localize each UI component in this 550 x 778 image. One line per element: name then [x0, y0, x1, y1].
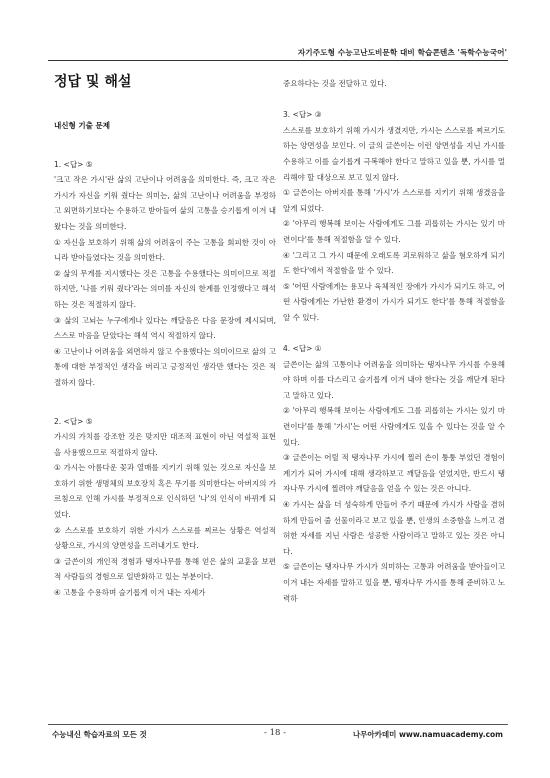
- question-4-option-4: ④ 가시는 삶을 더 성숙하게 만들어 주기 때문에 가시가 사람을 겸허하게 만들어 줄 선물이라고 보고 있을 뿐, 인생의 소중함을 느끼고 겸허한 자세를 지닌 사람은 성공한 사람이라고 말하고 있는 것은 아니다.: [283, 500, 505, 556]
- question-3-option-1: ① 글쓴이는 아버지를 통해 '가시'가 스스로를 지키기 위해 생겼음을 알게 되었다.: [283, 188, 505, 213]
- question-4-answer: 4. <답> ①: [283, 344, 322, 354]
- question-2-option-4: ④ 고통을 수용하며 슬기롭게 이겨 내는 자세가: [54, 588, 206, 598]
- question-2-option-3: ③ 글쓴이의 개인적 경험과 탱자나무를 통해 얻은 삶의 교훈을 보편적 사람들의 경험으로 일반화하고 있는 부분이다.: [54, 556, 276, 582]
- question-2-option-2: ② 스스로를 보호하기 위한 가시가 스스로를 찌르는 상황은 역설적 상황으로, 가시의 양면성을 드러내기도 한다.: [54, 525, 276, 551]
- question-3-option-4: ④ '그리고 그 가시 때문에 오래도록 괴로워하고 삶을 혐오하게 되기도 한다'에서 적절함을 알 수 있다.: [283, 250, 505, 276]
- page-title: 정답 및 해설: [54, 74, 132, 90]
- footer-publisher: 나무아카데미 www.namuacademy.com: [352, 730, 503, 739]
- spacer: [283, 326, 505, 342]
- question-1-option-1: ① 자신을 보호하기 위해 삶의 어려움이 주는 고통을 회피한 것이 아니라 받아들였다는 것을 의미한다.: [54, 237, 276, 263]
- question-4-option-2: ② '아무리 행복해 보이는 사람에게도 그를 괴롭히는 가시는 있기 마련이다'를 통해 '가시'는 어떤 사람에게도 있을 수 있다는 것을 알 수 있다.: [283, 406, 505, 447]
- question-1-option-3: ③ 삶의 고뇌는 누구에게나 있다는 깨달음은 다음 문장에 제시되며, 스스로 마음을 닫았다는 해석 역시 적절하지 않다.: [54, 315, 276, 341]
- question-2-explanation: 가시의 가치를 강조한 것은 맞지만 대조적 표현이 아닌 역설적 표현을 사용했으므로 적절하지 않다.: [54, 432, 276, 457]
- section-heading: 내신형 기출 문제: [54, 121, 110, 130]
- header-divider: [48, 60, 508, 61]
- footer-divider: [48, 724, 508, 725]
- question-4-option-3: ③ 글쓴이는 어릴 적 탱자나무 가시에 찔러 손이 퉁퉁 부었던 경험이 계기가 되어 가시에 대해 생각하보고 깨달음을 얻었지만, 반드시 탱자나무 가시에 찔려야 깨달음을 얻을 수 있는 것은 아니다.: [283, 453, 505, 494]
- page-number: - 18 -: [264, 728, 286, 738]
- spacer: [54, 391, 276, 414]
- question-1-option-2: ② 삶의 무게를 지시했다는 것은 고통을 수용했다는 의미이므로 적절하지만, '나를 키워 줬다'라는 의미를 자신의 한계를 인정했다고 해석하는 것은 적절하지 않다.: [54, 268, 276, 309]
- question-1-answer: 1. <답> ⑤: [54, 159, 93, 169]
- right-column: [283, 76, 505, 606]
- question-3-answer: 3. <답> ③: [283, 110, 322, 120]
- footer-tagline: 수능내신 학습자료의 모든 것: [52, 730, 147, 739]
- question-2-option-4-continued: 중요하다는 것을 전달하고 있다.: [283, 79, 387, 88]
- question-1-explanation: '크고 작은 가시'란 삶의 고난이나 어려움을 의미한다. 즉, 크고 작은 가시가 자신을 키워 줬다는 의미는, 삶의 고난이나 어려움을 부정하고 외면하기보다는 수용하고 받아들여 삶의 고통을 승기롭게 이겨 내 왔다는 것을 의미한다.: [54, 175, 276, 231]
- question-3-option-2: ② '아무리 행복해 보이는 사람에게도 그를 괴롭히는 가시는 있기 마련이다'를 통해 적절함을 알 수 있다.: [283, 219, 505, 244]
- question-1-option-4: ④ 고난이나 어려움을 외면하지 않고 수용했다는 의미이므로 삶의 고통에 대한 부정적인 생각을 버리고 긍정적인 생각만 했다는 것은 적절하지 않다.: [54, 346, 276, 387]
- question-3-option-5: ⑤ '어떤 사람에게는 용모나 육체적인 장애가 가시가 되기도 하고, 어떤 사람에게는 가난한 환경이 가시가 되기도 한다'를 통해 적절함을 알 수 있다.: [283, 281, 505, 322]
- header-series-title: 자기주도형 수능고난도비문학 대비 학습콘텐츠 '독학수능국어': [297, 48, 507, 57]
- question-2-answer: 2. <답> ⑤: [54, 416, 93, 426]
- question-4-explanation: 글쓴이는 삶의 고통이나 어려움을 의미하는 탱자나무 가시를 수용해야 하며 이를 다스리고 슬기롭게 이겨 내야 한다는 것을 깨닫게 된다고 말하고 있다.: [283, 359, 505, 400]
- left-column: [54, 118, 276, 601]
- question-3-explanation: 스스로를 보호하기 위해 가시가 생겼지만, 가시는 스스로를 찌르기도 하는 양면성을 보인다. 이 글의 글쓴이는 이런 양면성을 지닌 가시를 수용하고 이를 슬기롭게 극복해야 한다고 말하고 있을 뿐, 가시를 멀리해야 할 대상으로 보고 있지 않다.: [283, 125, 505, 182]
- spacer: [54, 134, 276, 157]
- question-4-option-5: ⑤ 글쓴이는 탱자나무 가시가 의미하는 고통과 어려움을 받아들이고 이겨 내는 자세를 말하고 있을 뿐, 탱자나무 가시를 통해 준비하고 노력하: [283, 562, 505, 603]
- question-2-option-1: ① 가시는 아름다운 꽃과 열매를 지키기 위해 있는 것으로 자신을 보호하기 위한 생명체의 보호장치 혹은 무기를 의미한다는 아버지의 가르침으로 인해 가시를 부정적으로 인식하던 '나'의 인식이 바뀌게 되었다.: [54, 463, 276, 520]
- spacer: [283, 92, 505, 108]
